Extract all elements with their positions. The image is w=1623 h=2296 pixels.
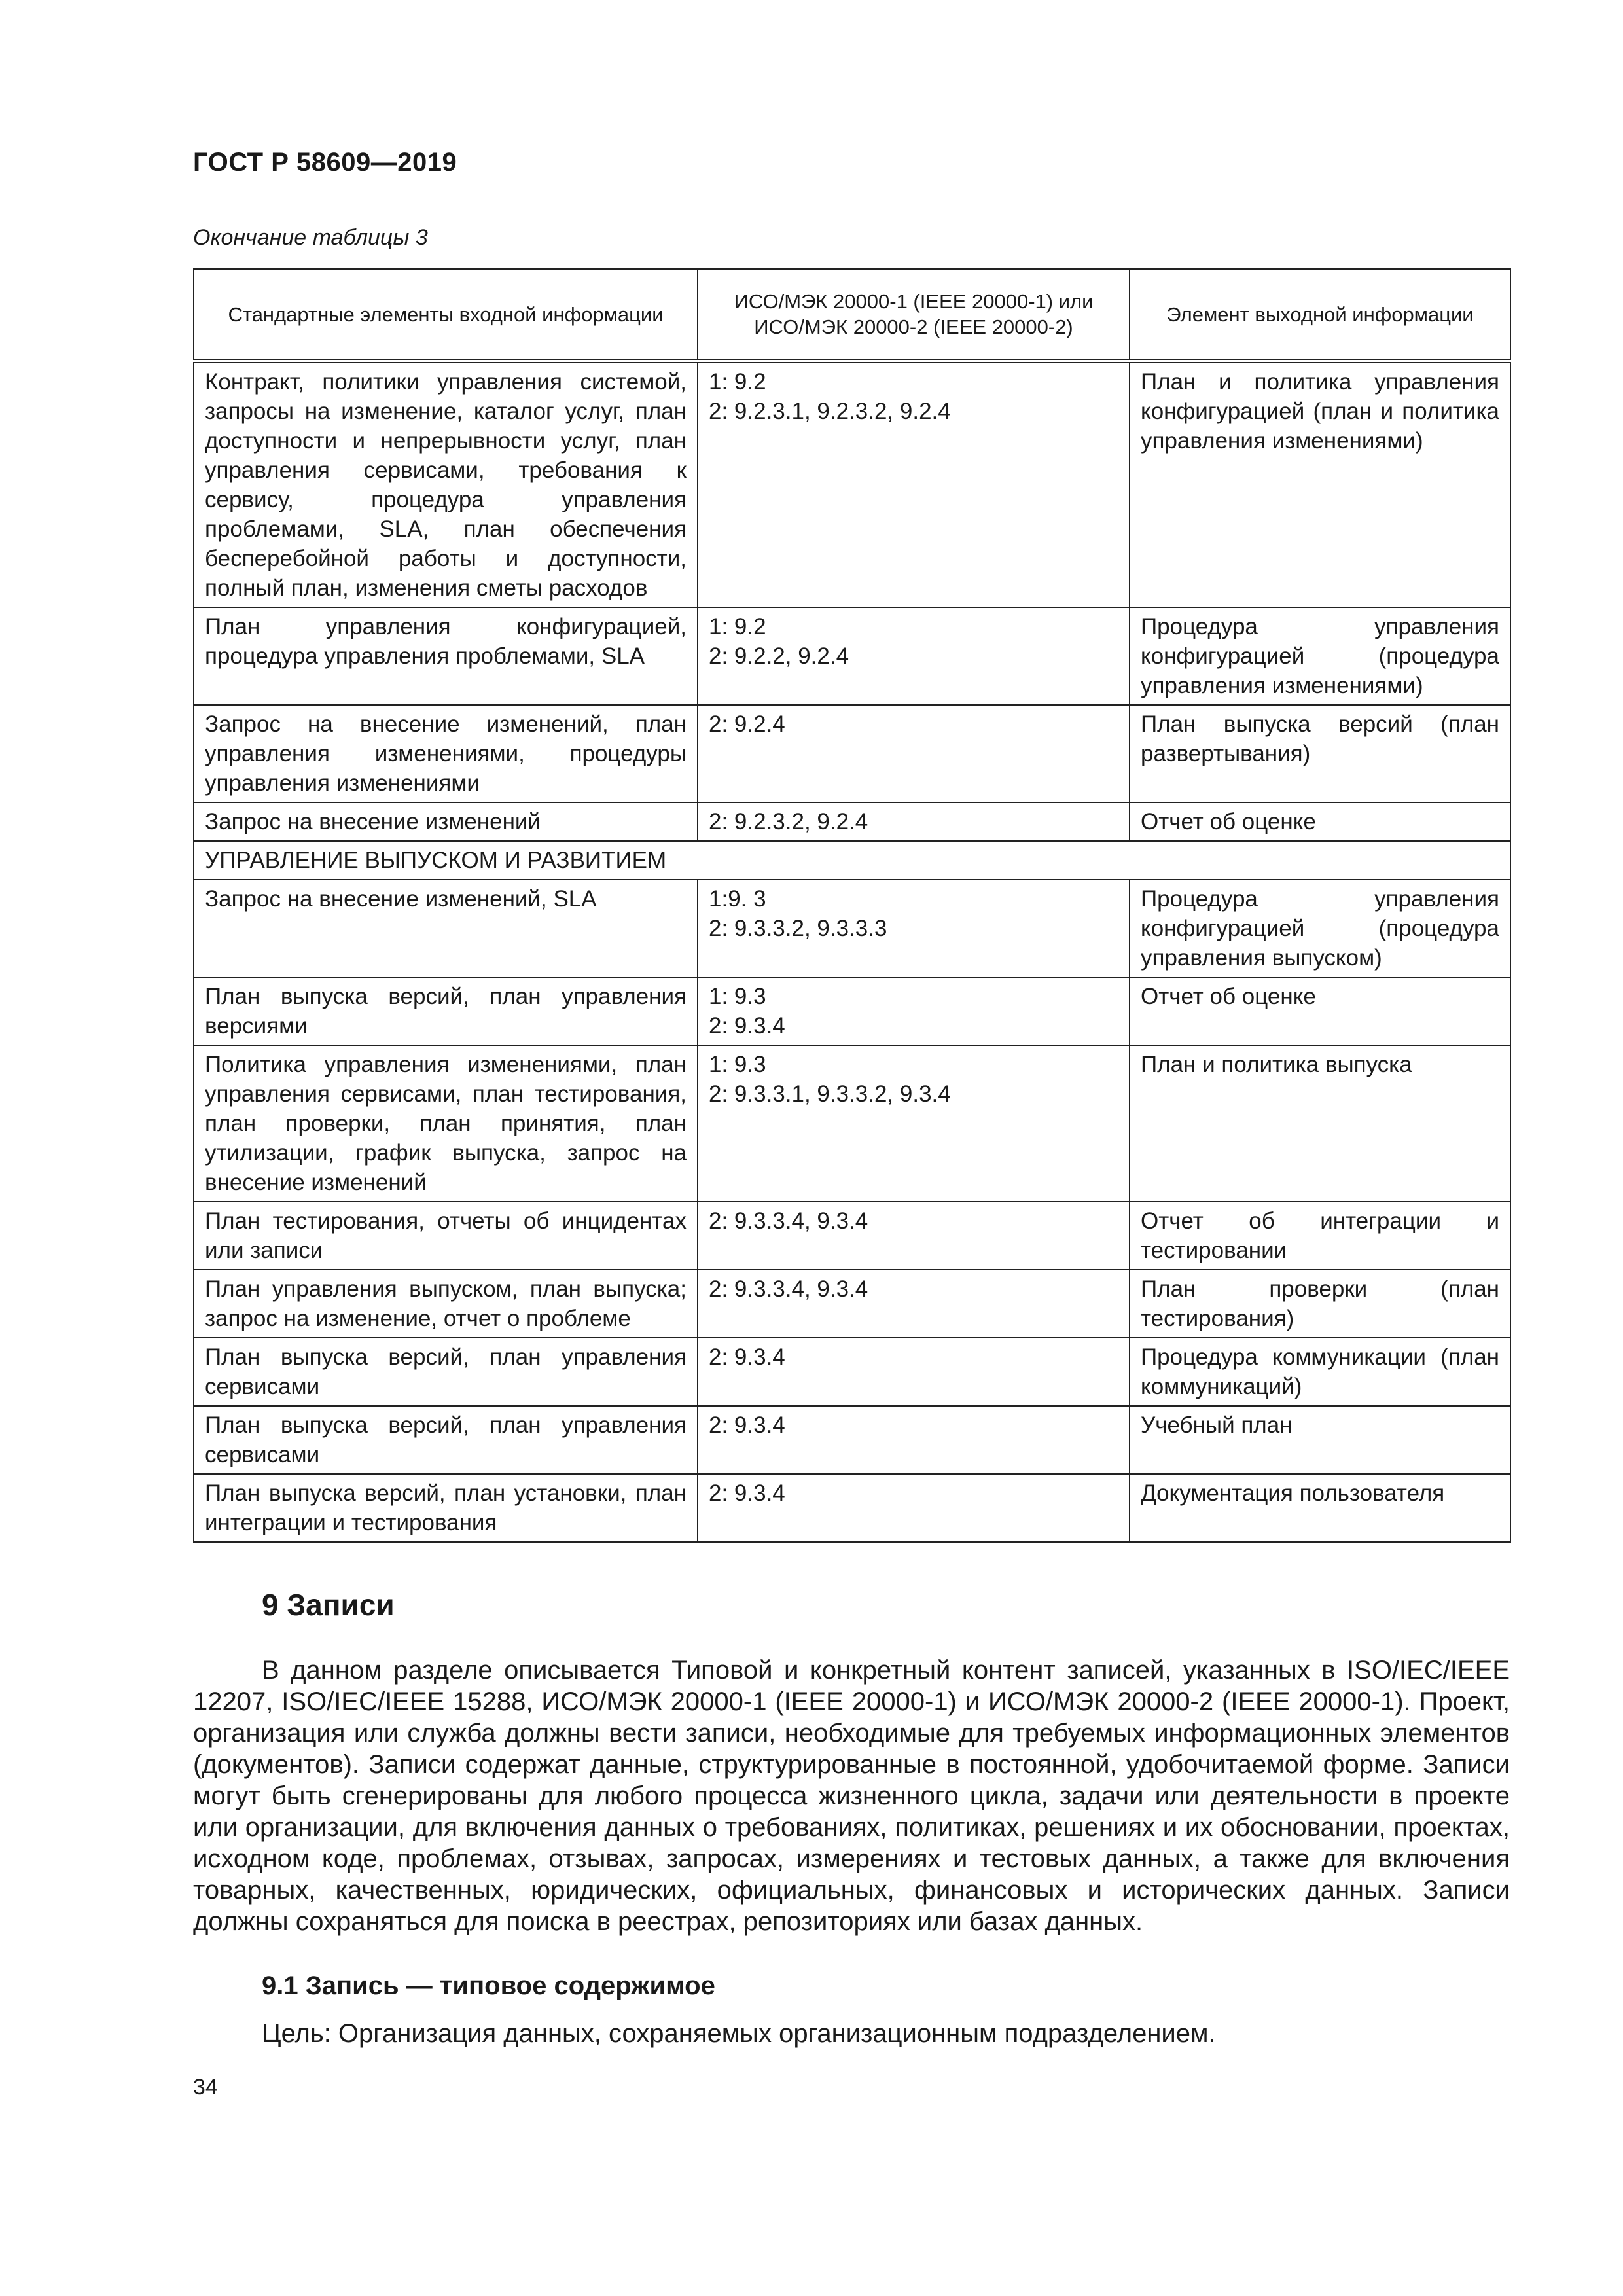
reference-line: 2: 9.2.4 xyxy=(709,711,785,737)
cell-input: Запрос на внесение изменений, план управления изменениями, процедуры управления изменениями xyxy=(194,705,698,802)
reference-line: 2: 9.3.4 xyxy=(709,1013,785,1039)
table-row xyxy=(194,802,1510,841)
document-header: ГОСТ Р 58609—2019 xyxy=(193,148,457,177)
cell-reference xyxy=(698,705,1130,802)
cell-output: Отчет об оценке xyxy=(1130,802,1510,841)
reference-line: 2: 9.3.4 xyxy=(709,1412,785,1438)
cell-input: Политика управления изменениями, план управления сервисами, план тестирования, план проверки, план принятия, план утилизации, график выпуска, запрос на внесение изменений xyxy=(194,1045,698,1202)
reference-line: 2: 9.2.3.2, 9.2.4 xyxy=(709,809,868,834)
table-row xyxy=(194,361,1510,608)
purpose-text: Цель: Организация данных, сохраняемых организационным подразделением. xyxy=(262,2019,1216,2048)
cell-output: Процедура управления конфигурацией (процедура управления выпуском) xyxy=(1130,880,1510,977)
cell-reference xyxy=(698,1406,1130,1474)
reference-line: 1:9. 3 xyxy=(709,886,766,912)
table-row xyxy=(194,1474,1510,1542)
cell-output: План выпуска версий (план развертывания) xyxy=(1130,705,1510,802)
cell-output: Документация пользователя xyxy=(1130,1474,1510,1542)
reference-line: 1: 9.2 xyxy=(709,369,766,395)
table-section-row xyxy=(194,841,1510,880)
cell-input: План выпуска версий, план установки, план интеграции и тестирования xyxy=(194,1474,698,1542)
cell-input: План выпуска версий, план управления версиями xyxy=(194,977,698,1045)
mapping-table xyxy=(193,268,1511,1543)
cell-output: Процедура коммуникации (план коммуникаций) xyxy=(1130,1338,1510,1406)
reference-line: 2: 9.2.2, 9.2.4 xyxy=(709,643,849,669)
reference-line: 2: 9.3.3.4, 9.3.4 xyxy=(709,1276,868,1302)
cell-output: Отчет об интеграции и тестировании xyxy=(1130,1202,1510,1270)
reference-line: 2: 9.3.4 xyxy=(709,1344,785,1370)
table-caption: Окончание таблицы 3 xyxy=(193,225,428,250)
cell-reference xyxy=(698,361,1130,608)
section-paragraph: В данном разделе описывается Типовой и конкретный контент записей, указанных в ISO/IEC/IEEE 12207, ISO/IEC/IEEE 15288, ИСО/МЭК 20000-1 (IEEE 20000-1) и ИСО/МЭК 20000-2 (IEEE 20000-1). Проект, организация или служба должны вести записи, необходимые для требуемых информационных элементов (документов). Записи содержат данные, структурированные в постоянной, удобочитаемой форме. Записи могут быть сгенерированы для любого процесса жизненного цикла, задачи или деятельности в проекте или организации, для включения данных о требованиях, политиках, решениях и их обосновании, проектах, исходном коде, проблемах, отзывах, запросах, измерениях и тестовых данных, а также для включения товарных, качественных, юридических, официальных, финансовых и исторических данных. Записи должны сохраняться для поиска в реестрах, репозиториях или базах данных. xyxy=(193,1656,1510,1936)
cell-input: План управления конфигурацией, процедура управления проблемами, SLA xyxy=(194,607,698,705)
cell-reference xyxy=(698,1270,1130,1338)
table-row xyxy=(194,705,1510,802)
reference-line: 2: 9.2.3.1, 9.2.3.2, 9.2.4 xyxy=(709,399,951,424)
cell-output: План и политика выпуска xyxy=(1130,1045,1510,1202)
column-header-input: Стандартные элементы входной информации xyxy=(194,269,698,361)
cell-input: План управления выпуском, план выпуска; запрос на изменение, отчет о проблеме xyxy=(194,1270,698,1338)
reference-line: 2: 9.3.3.4, 9.3.4 xyxy=(709,1208,868,1234)
table-row xyxy=(194,1406,1510,1474)
table-header-row xyxy=(194,269,1510,361)
reference-line: 2: 9.3.4 xyxy=(709,1480,785,1506)
table-row xyxy=(194,977,1510,1045)
table-row xyxy=(194,1270,1510,1338)
table-row xyxy=(194,1045,1510,1202)
table-row xyxy=(194,607,1510,705)
cell-input: Контракт, политики управления системой, запросы на изменение, каталог услуг, план доступности и непрерывности услуг, план управления сервисами, требования к сервису, процедура управления проблемами, SLA, план обеспечения бесперебойной работы и доступности, полный план, изменения сметы расходов xyxy=(194,361,698,608)
reference-line: 1: 9.3 xyxy=(709,984,766,1009)
cell-output: Учебный план xyxy=(1130,1406,1510,1474)
table-section-label: УПРАВЛЕНИЕ ВЫПУСКОМ И РАЗВИТИЕМ xyxy=(194,841,1510,880)
cell-reference xyxy=(698,977,1130,1045)
cell-input: План выпуска версий, план управления сервисами xyxy=(194,1406,698,1474)
cell-output: Отчет об оценке xyxy=(1130,977,1510,1045)
subsection-title: 9.1 Запись — типовое содержимое xyxy=(262,1971,715,2000)
reference-line: 1: 9.2 xyxy=(709,614,766,639)
cell-reference xyxy=(698,1338,1130,1406)
cell-reference xyxy=(698,1202,1130,1270)
cell-reference xyxy=(698,1045,1130,1202)
cell-reference xyxy=(698,607,1130,705)
cell-input: Запрос на внесение изменений, SLA xyxy=(194,880,698,977)
reference-line: 2: 9.3.3.2, 9.3.3.3 xyxy=(709,916,887,941)
table-row xyxy=(194,1338,1510,1406)
section-title: 9 Записи xyxy=(262,1588,395,1622)
reference-line: 1: 9.3 xyxy=(709,1052,766,1077)
table-row xyxy=(194,1202,1510,1270)
page-number: 34 xyxy=(193,2075,218,2100)
cell-reference xyxy=(698,802,1130,841)
column-header-output: Элемент выходной информации xyxy=(1130,269,1510,361)
cell-input: План тестирования, отчеты об инцидентах или записи xyxy=(194,1202,698,1270)
cell-reference xyxy=(698,880,1130,977)
cell-output: Процедура управления конфигурацией (процедура управления изменениями) xyxy=(1130,607,1510,705)
cell-output: План проверки (план тестирования) xyxy=(1130,1270,1510,1338)
cell-input: План выпуска версий, план управления сервисами xyxy=(194,1338,698,1406)
cell-reference xyxy=(698,1474,1130,1542)
cell-output: План и политика управления конфигурацией (план и политика управления изменениями) xyxy=(1130,361,1510,608)
cell-input: Запрос на внесение изменений xyxy=(194,802,698,841)
column-header-standard: ИСО/МЭК 20000-1 (IEEE 20000-1) или ИСО/МЭК 20000-2 (IEEE 20000-2) xyxy=(698,269,1130,361)
table-row xyxy=(194,880,1510,977)
reference-line: 2: 9.3.3.1, 9.3.3.2, 9.3.4 xyxy=(709,1081,951,1107)
